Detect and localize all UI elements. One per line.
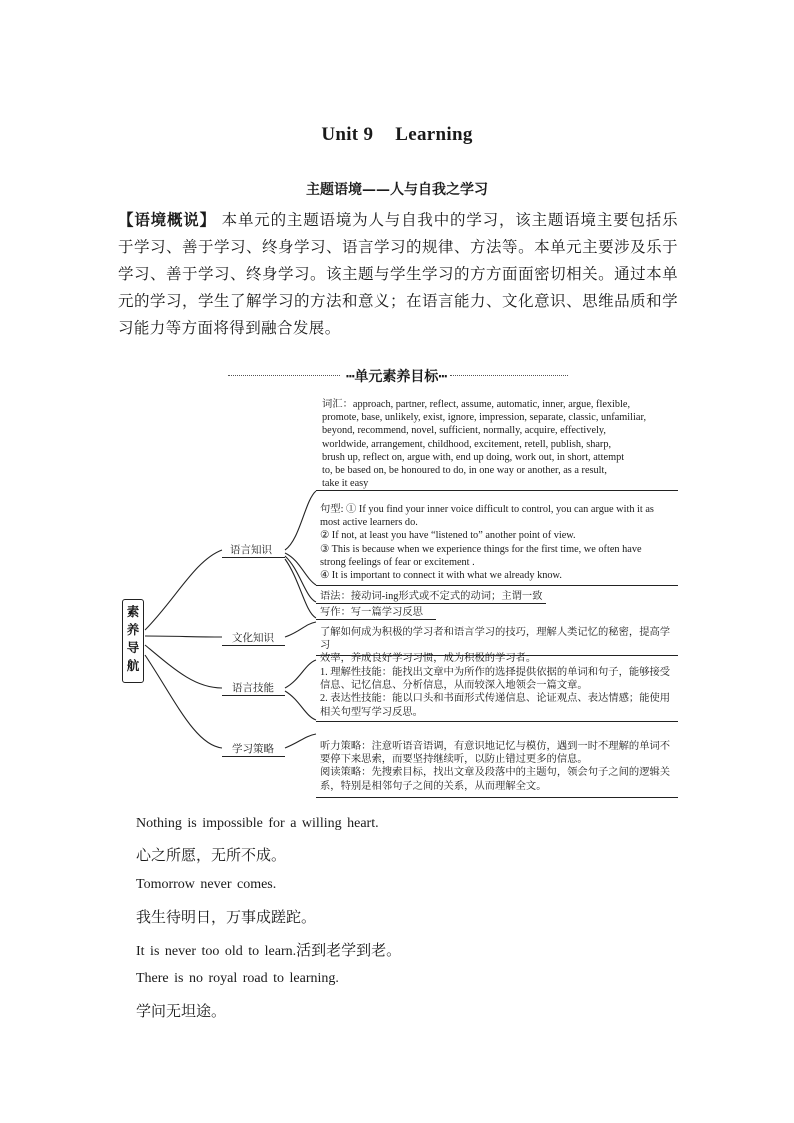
overview-text: 本单元的主题语境为人与自我中的学习，该主题语境主要包括乐于学习、善于学习、终身学习、语言学习的规律、方法等。本单元主要涉及乐于学习、善于学习、终身学习。该主题与学生学习的方方面面密切相关。通过本单元的学习，学生了解学习的方法和意义；在语言能力、文化意识、思维品质和学习能力等方面将得到融合发展。 [118, 211, 679, 337]
root-char-2: 养 [126, 622, 140, 637]
sentence-line: ④ It is important to connect it with what we already know. [320, 570, 562, 582]
grammar-line: 语法：接动词-ing形式或不定式的动词；主谓一致 [320, 591, 543, 602]
theme-subtitle: 主题语境——人与自我之学习 [306, 182, 488, 198]
root-char-4: 航 [126, 658, 140, 673]
sentence-line: ③ This is because when we experience things for the first time, we often have [320, 543, 642, 555]
root-char-1: 素 [126, 604, 140, 619]
branch-skills-bottom [285, 691, 316, 720]
vocab-underline [316, 490, 678, 491]
overview-label: 【语境概说】 [118, 210, 216, 229]
root-char-3: 导 [126, 640, 140, 655]
node-underline [222, 645, 285, 646]
culture-block [320, 626, 680, 666]
quote-en-1: Nothing is impossible for a willing heart. [136, 816, 379, 831]
vocab-line: to, be based on, be honoured to do, in one way or another, as a result, [322, 465, 607, 477]
skills-line: 2. 表达性技能：能以口头和书面形式传递信息、论证观点、表达情感；能使用 [320, 693, 671, 705]
branch-culture-top [285, 622, 316, 637]
vocab-line: promote, base, unlikely, exist, ignore, impression, separate, classic, unfamiliar, [322, 412, 647, 424]
branch-skills-top [285, 660, 316, 688]
vocab-line: brush up, reflect on, argue with, end up doing, work out, in short, attempt [322, 451, 625, 463]
strategy-line: 要停下来思索，而要坚持继续听，以防止错过更多的信息。 [320, 754, 588, 766]
quote-zh-4: 学问无坦途。 [136, 1002, 227, 1020]
sentence-underline [316, 585, 678, 586]
quote-en-4: There is no royal road to learning. [136, 971, 339, 986]
sentence-line: 句型: ① If you find your inner voice difficult to control, you can argue with it as [320, 504, 654, 515]
branch-language-knowledge [145, 550, 222, 630]
branch-strategy-top [285, 734, 316, 748]
node-language-skills: 语言技能 [232, 682, 274, 694]
skills-line: 相关句型写学习反思。 [320, 706, 423, 718]
writing-line: 写作：写一篇学习反思 [320, 607, 423, 618]
branch-sentences [285, 491, 316, 550]
node-underline [222, 557, 285, 558]
root-nav-box [122, 599, 144, 683]
sentence-line: most active learners do. [320, 517, 418, 529]
node-underline [222, 756, 285, 757]
culture-underline [316, 655, 678, 656]
strategy-block [320, 740, 680, 793]
grammar-underline [316, 603, 546, 604]
vocab-line: beyond, recommend, novel, sufficient, normally, acquire, effectively, [322, 425, 606, 437]
branch-culture-knowledge [145, 636, 222, 637]
sentence-block [320, 503, 680, 582]
sentence-line: ② If not, at least you have “listened to” another point of view. [320, 530, 576, 542]
strategy-underline [316, 797, 678, 798]
vocab-line: take it easy [322, 478, 369, 490]
skills-line: 信息、记忆信息、分析信息，从而较深入地领会一篇文章。 [320, 680, 588, 692]
vocab-line: worldwide, arrangement, childhood, excitement, retell, publish, sharp, [322, 438, 612, 450]
quote-line-3 [136, 939, 401, 960]
quote-en-3: It is never too old to learn. [136, 944, 297, 959]
vocab-line: 词汇：approach, partner, reflect, assume, automatic, inner, argue, flexible, [322, 399, 631, 410]
strategy-line: 阅读策略：先搜索目标，找出文章及段落中的主题句，领会句子之间的逻辑关 [320, 767, 671, 779]
branch-language-skills [145, 645, 222, 688]
skills-underline [316, 721, 678, 722]
goals-heading-text: ┅单元素养目标┅ [346, 369, 447, 385]
sentence-line: strong feelings of fear or excitement . [320, 556, 475, 568]
writing-underline [316, 619, 436, 620]
quote-zh-2: 我生待明日，万事成蹉跎。 [136, 908, 317, 926]
node-learning-strategy: 学习策略 [232, 743, 274, 755]
skills-block [320, 666, 680, 719]
culture-line: 了解如何成为积极的学习者和语言学习的技巧，理解人类记忆的秘密，提高学习 [320, 627, 671, 652]
node-language-knowledge: 语言知识 [230, 544, 272, 556]
quote-zh-3: 活到老学到老。 [296, 941, 402, 959]
unit-topic: Learning [395, 124, 473, 145]
strategy-line: 听力策略：注意听语音语调，有意识地记忆与模仿，遇到一时不理解的单词不 [320, 741, 671, 752]
unit-number: Unit 9 [321, 124, 374, 145]
culture-line: 效率，养成良好学习习惯，成为积极的学习者。 [320, 653, 537, 665]
vocab-block [322, 398, 682, 490]
node-culture-knowledge: 文化知识 [232, 632, 274, 644]
branch-learning-strategy [145, 655, 222, 748]
strategy-line: 系，特别是相邻句子之间的关系，从而理解全文。 [320, 780, 547, 792]
skills-line: 1. 理解性技能：能找出文章中为所作的选择提供依据的单词和句子，能够接受 [320, 667, 671, 678]
quote-en-2: Tomorrow never comes. [136, 877, 277, 892]
quote-zh-1: 心之所愿，无所不成。 [136, 846, 287, 864]
branch-grammar [285, 556, 316, 602]
node-underline [222, 695, 285, 696]
